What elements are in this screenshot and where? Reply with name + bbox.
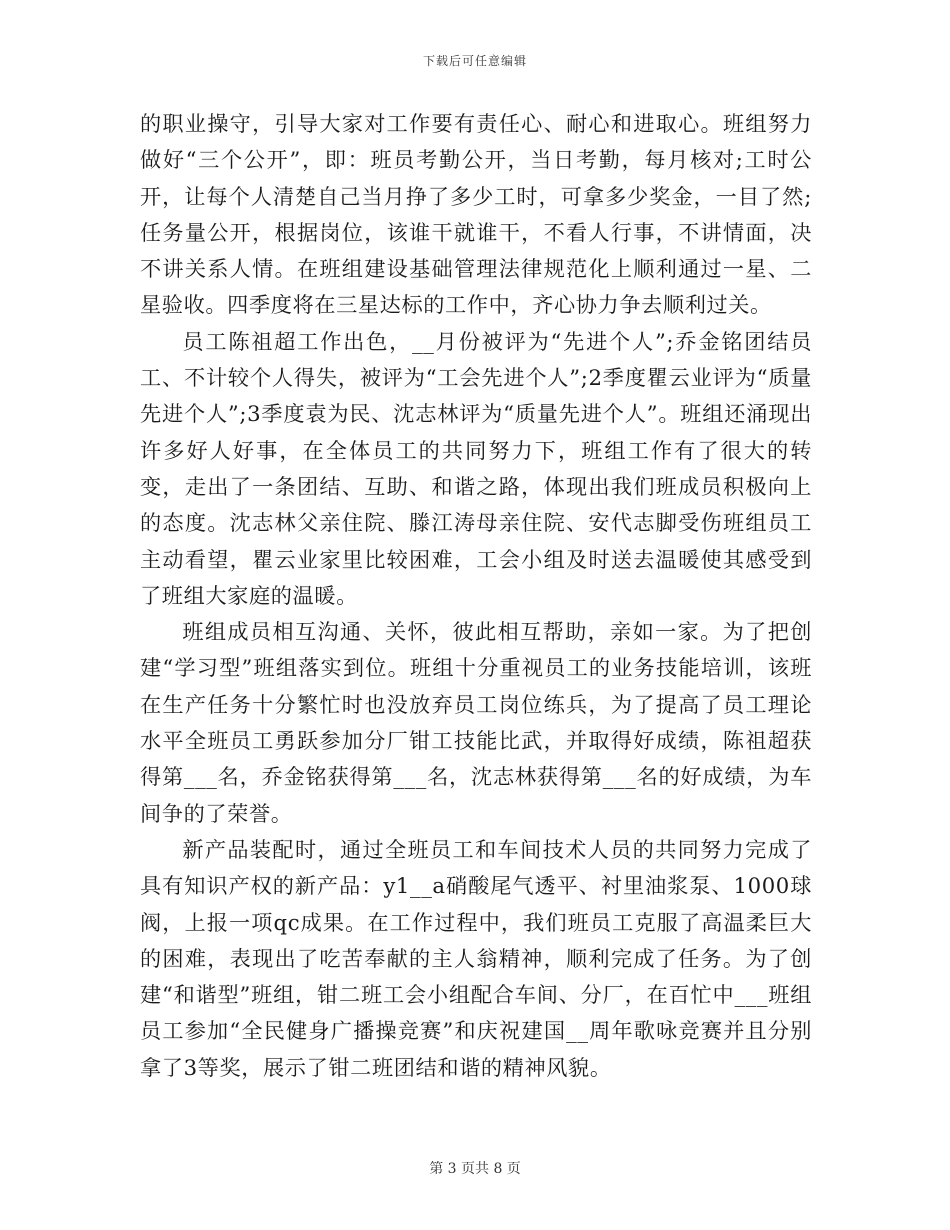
document-body: [140, 106, 812, 1086]
page-header: 下载后可任意编辑: [422, 54, 527, 68]
paragraph-1: 的职业操守，引导大家对工作要有责任心、耐心和进取心。班组努力做好“三个公开”，即：班员考勤公开，当日考勤，每月核对;工时公开，让每个人清楚自己当月挣了多少工时，可拿多少奖金，一目了然;任务量公开，根据岗位，该谁干就谁干，不看人行事，不讲情面，决不讲关系人情。在班组建设基础管理法律规范化上顺利通过一星、二星验收。四季度将在三星达标的工作中，齐心协力争去顺利过关。: [140, 111, 812, 318]
paragraph-4: 新产品装配时，通过全班员工和车间技术人员的共同努力完成了具有知识产权的新产品：y1__a硝酸尾气透平、衬里油浆泵、1000球阀，上报一项qc成果。在工作过程中，我们班员工克服了高温柔巨大的困难，表现出了吃苦奉献的主人翁精神，顺利完成了任务。为了创建“和谐型”班组，钳二班工会小组配合车间、分厂，在百忙中___班组员工参加“全民健身广播操竞赛”和庆祝建国__周年歌咏竞赛并且分别拿了3等奖，展示了钳二班团结和谐的精神风貌。: [140, 836, 812, 1080]
page-footer: 第 3 页共 8 页: [429, 1161, 521, 1177]
paragraph-3: 班组成员相互沟通、关怀，彼此相互帮助，亲如一家。为了把创建“学习型”班组落实到位。班组十分重视员工的业务技能培训，该班在生产任务十分繁忙时也没放弃员工岗位练兵，为了提高了员工理论水平全班员工勇跃参加分厂钳工技能比武，并取得好成绩，陈祖超获得第___名，乔金铭获得第___名，沈志林获得第___名的好成绩，为车间争的了荣誉。: [140, 619, 812, 826]
paragraph-2: 员工陈祖超工作出色，__月份被评为“先进个人”;乔金铭团结员工、不计较个人得失，被评为“工会先进个人”;2季度瞿云业评为“质量先进个人”;3季度袁为民、沈志林评为“质量先进个人”。班组还涌现出许多好人好事，在全体员工的共同努力下，班组工作有了很大的转变，走出了一条团结、互助、和谐之路，体现出我们班成员积极向上的态度。沈志林父亲住院、滕江涛母亲住院、安代志脚受伤班组员工主动看望，瞿云业家里比较困难，工会小组及时送去温暖使其感受到了班组大家庭的温暖。: [140, 328, 812, 608]
